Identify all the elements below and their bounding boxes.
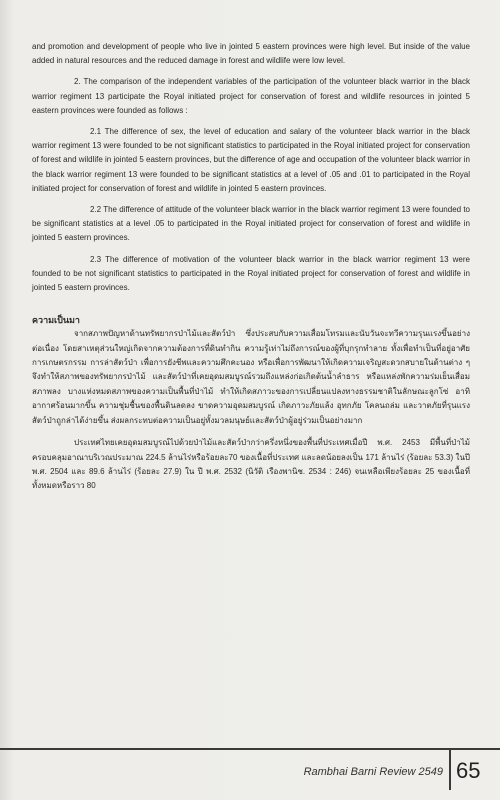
- paragraph-item-2-1: 2.1 The difference of sex, the level of education and salary of the volunteer black warrior in the black warrior regiment 13 were founded to be not significant statistics to participated in the Royal initiated project for conservation of forest and wildlife in jointed 5 eastern provinces, but the difference of age and occupation of the volunteer black warrior in the black warrior regiment 13 were founded to be significant statistics at a level of .05 and .01 to participated in the Royal initiated project for conservation of forest and wildlife in jointed 5 eastern provinces.: [32, 127, 470, 193]
- thai-paragraph-2: ประเทศไทยเคยอุดมสมบูรณ์ไปด้วยป่าไม้และสัตว์ป่ากว่าครึ่งหนึ่งของพื้นที่ประเทศเมื่อปี พ.ศ. 2453 มีพื้นที่ป่าไม้ครอบคลุมอาณาบริเวณประมาณ 224.5 ล้านไร่หรือร้อยละ70 ของเนื้อที่ประเทศ และลดน้อยลงเป็น 171 ล้านไร่ (ร้อยละ 53.3) ในปี พ.ศ. 2504 และ 89.6 ล้านไร่ (ร้อยละ 27.9) ใน ปี พ.ศ. 2532 (นิวัติ เรืองพานิช. 2534 : 246) จนเหลือเพียงร้อยละ 25 ของเนื้อที่ทั้งหมดหรือราว 80: [32, 438, 470, 491]
- paragraph-item-2: 2. The comparison of the independent variables of the participation of the volunteer black warrior in the black warrior regiment 13 participate the Royal initiated project for conservation of forest and wildlife resources in jointed 5 eastern provinces were founded as follows :: [32, 77, 470, 115]
- journal-title: Rambhai Barni Review 2549: [303, 766, 443, 778]
- paragraph-item-2-3: 2.3 The difference of motivation of the volunteer black warrior in the black warrior regiment 13 were founded to be not significant statistics to participated in the Royal initiated project for conservation of forest and wildlife in jointed 5 eastern provinces.: [32, 254, 470, 293]
- body-text: [32, 40, 470, 494]
- thai-paragraph-1: จากสภาพปัญหาด้านทรัพยากรป่าไม้และสัตว์ป่า ซึ่งประสบกับความเสื่อมโทรมและนับวันจะทวีความรุนแรงขึ้นอย่างต่อเนื่อง โดยสาเหตุส่วนใหญ่เกิดจากความต้องการที่ดินทำกิน ความรู้เท่าไม่ถึงการณ์ของผู้ที่บุกรุกทำลาย ทั้งเพื่อทำเป็นที่อยู่อาศัย การเกษตรกรรม การล่าสัตว์ป่า เพื่อการยังชีพและความศึกคะนอง หรือเพื่อการพัฒนาให้เกิดความเจริญสะดวกสบายในด้านต่าง ๆ จึงทำให้สภาพของทรัพยากรป่าไม้ และสัตว์ป่าที่เคยอุดมสมบูรณ์รวมถึงแหล่งก่อเกิดต้นน้ำลำธาร หรือแหล่งพักความร่มเย็นเสื่อมสภาพลง บางแห่งหมดสภาพของความเป็นพื้นที่ป่าไม้ ทำให้เกิดสภาวะของการเปลี่ยนแปลงทางธรรมชาติในลักษณะลูกโซ่ อาทิ อากาศร้อนมากขึ้น ความชุ่มชื้นของพื้นดินลดลง ขาดความอุดมสมบูรณ์ เกิดภาวะภัยแล้ง อุทกภัย โคลนถล่ม และวาตภัยที่รุนแรงสัตว์ป่าถูกล่าได้ง่ายขึ้น ส่งผลกระทบต่อความเป็นอยู่ทั้งมวลมนุษย์และสัตว์ป่าผู้อยู่ร่วมเป็นอย่างมาก: [32, 329, 470, 425]
- footer-divider: [449, 748, 451, 790]
- paragraph-item-2-2: 2.2 The difference of attitude of the volunteer black warrior in the black warrior regiment 13 were founded to be significant statistics at a level .05 to participated in the Royal initiated project for conservation of forest and wildlife in jointed 5 eastern provinces.: [32, 205, 470, 243]
- section-heading: ความเป็นมา: [32, 315, 80, 326]
- footer-rule: [0, 748, 500, 750]
- paragraph-continuation: and promotion and development of people who live in jointed 5 eastern provinces were high level. But inside of the value added in natural resources and the reduced damage in forest and wildlife were low level.: [32, 42, 470, 66]
- page-number: 65: [456, 758, 481, 783]
